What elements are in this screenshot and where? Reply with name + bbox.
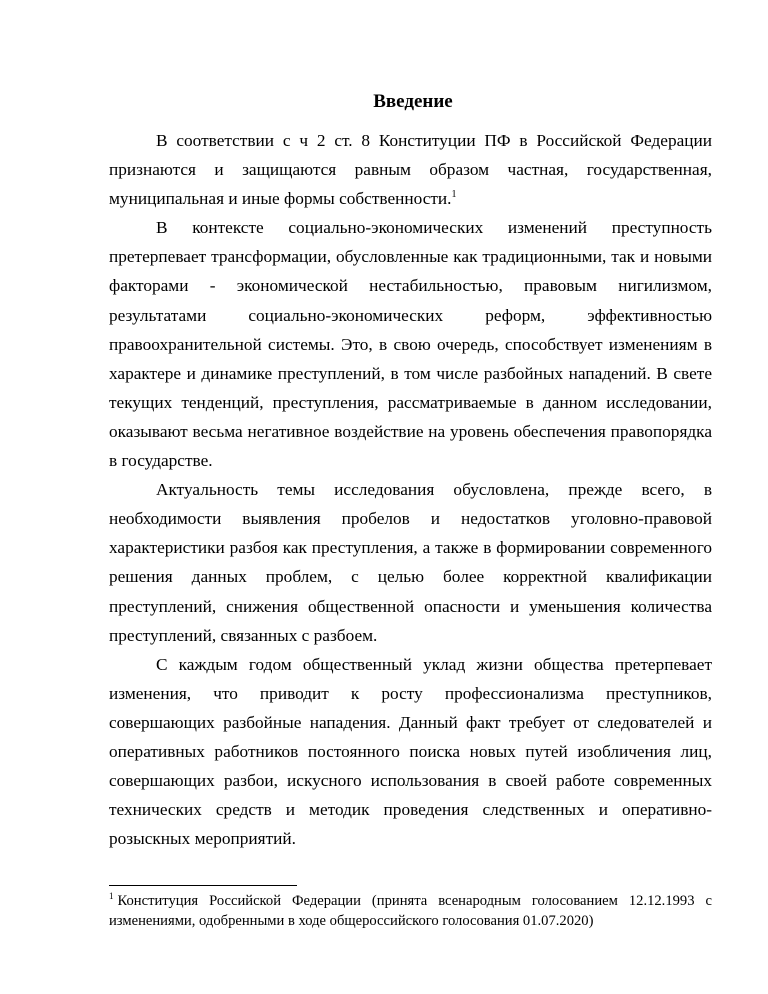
paragraph: С каждым годом общественный уклад жизни общества претерпевает изменения, что приводит к росту профессионализма преступников, совершающих разбойные нападения. Данный факт требует от следователей и оперативных работников постоянного поиска новых путей изобличения лиц, совершающих разбои, искусного использования в своей работе современных технических средств и методик проведения следственных и оперативно-розыскных мероприятий. (109, 654, 712, 849)
footnote-reference: 1 (451, 189, 457, 201)
paragraph: Актуальность темы исследования обусловлена, прежде всего, в необходимости выявления пробелов и недостатков уголовно-правовой характеристики разбоя как преступления, а также в формировании современного решения данных проблем, с целью более корректной квалификации преступлений, снижения общественной опасности и уменьшения количества преступлений, связанных с разбоем. (109, 480, 712, 645)
page-title: Введение (373, 91, 453, 112)
body-text (109, 126, 712, 853)
paragraph: В контексте социально-экономических изменений преступность претерпевает трансформации, обусловленные как традиционными, так и новыми факторами - экономической нестабильностью, правовым нигилизмом, результатами социально-экономических реформ, эффективностью правоохранительной системы. Это, в свою очередь, способствует изменениям в характере и динамике преступлений, в том числе разбойных нападений. В свете текущих тенденций, преступления, рассматриваемые в данном исследовании, оказывают весьма негативное воздействие на уровень обеспечения правопорядка в государстве. (109, 218, 712, 471)
footnote-separator (109, 885, 297, 886)
footnote (109, 891, 712, 931)
footnote-text: Конституция Российской Федерации (принята всенародным голосованием 12.12.1993 с изменениями, одобренными в ходе общероссийского голосования 01.07.2020) (109, 893, 712, 929)
footnote-number: 1 (109, 891, 114, 901)
paragraph (109, 126, 712, 213)
paragraph-text: В соответствии с ч 2 ст. 8 Конституции ПФ в Российской Федерации признаются и защищаются равным образом частная, государственная, муниципальная и иные формы собственности. (109, 131, 712, 209)
